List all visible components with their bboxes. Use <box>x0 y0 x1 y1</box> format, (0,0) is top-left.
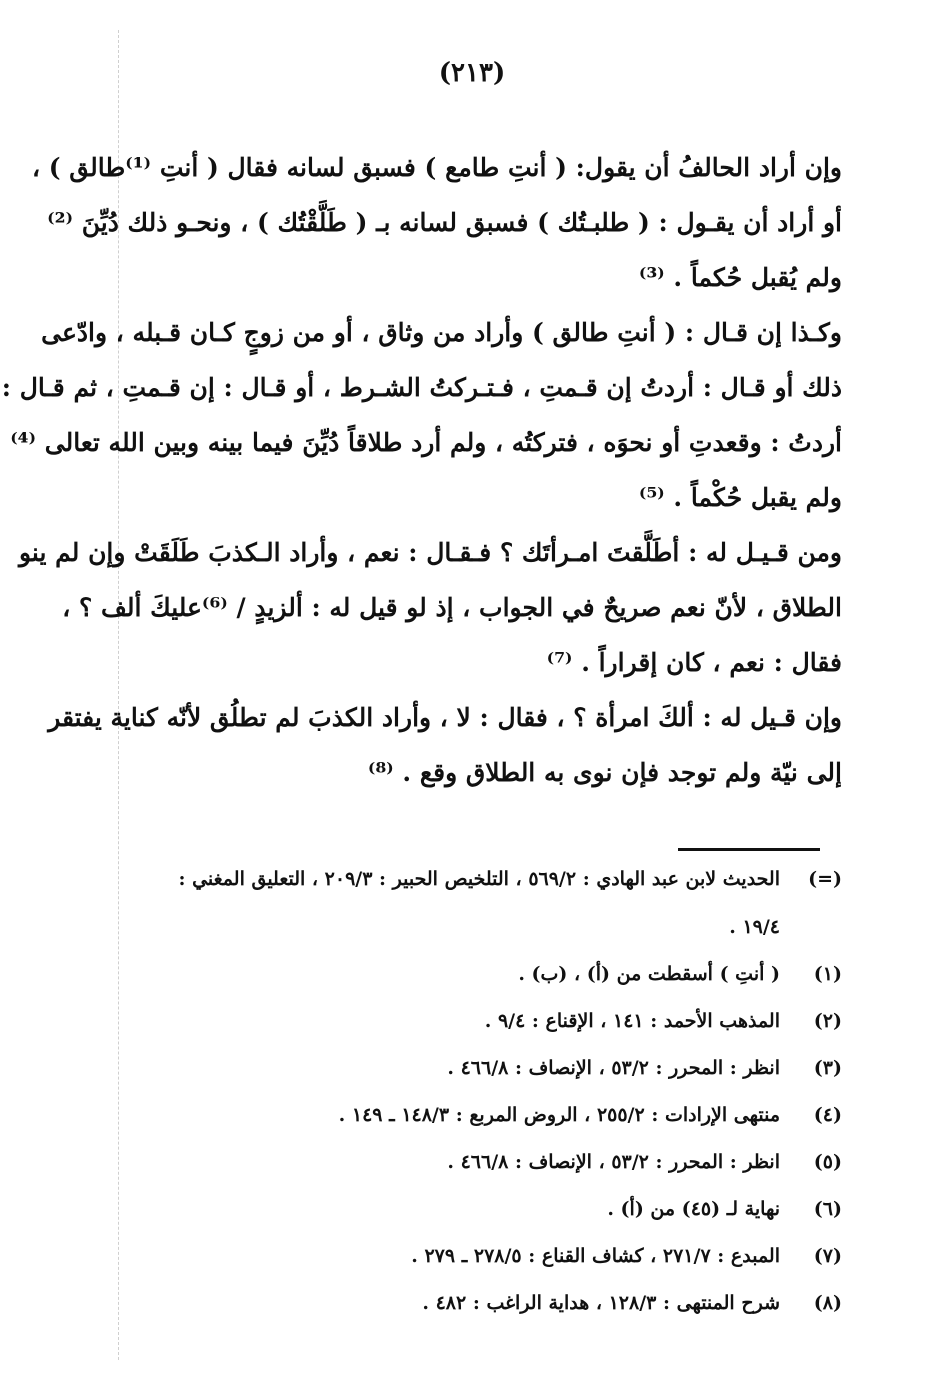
footnote-text: انظر : المحرر : ٥٣/٢ ، الإنصاف : ٤٦٦/٨ . <box>447 1151 780 1173</box>
footnote <box>125 1056 842 1080</box>
text-line: الطلاق ، لأنّ نعم صريحٌ في الجواب ، إذ لو قيل له : ألزيدٍ / ⁽⁶⁾عليكَ ألف ؟ ، <box>62 593 842 622</box>
footnote-text: نهاية لـ (٤٥) من (أ) . <box>607 1198 780 1220</box>
text-line: فقال : نعم ، كان إقراراً . ⁽⁷⁾ <box>546 648 842 677</box>
footnote <box>125 962 842 986</box>
footnote-marker: (١) <box>813 963 842 985</box>
footnote-text: انظر : المحرر : ٥٣/٢ ، الإنصاف : ٤٦٦/٨ . <box>447 1057 780 1079</box>
footnote-marker: (٣) <box>813 1057 842 1079</box>
footnote-marker: (٤) <box>813 1104 842 1126</box>
page-number: (٢١٣) <box>438 58 506 88</box>
footnote <box>125 1009 842 1033</box>
footnote <box>125 1103 842 1127</box>
footnote-marker: (٦) <box>813 1198 842 1220</box>
text-line: ومن قـيـل له : أطَلَّقتَ امـرأتَك ؟ فـقـال : نعم ، وأراد الـكذبَ طَلَقَتْ وإن لم ينو <box>18 538 842 567</box>
text-line: أو أراد أن يقـول : ( طلبـتُك ) فسبق لسانه بـ ( طَلَّقْتُك ) ، ونحـو ذلك دُيِّنَ ⁽²⁾ <box>47 208 842 237</box>
footnote-marker: (=) <box>808 868 842 890</box>
footnote-marker: (٥) <box>813 1151 842 1173</box>
footnote-text-continued: ١٩/٤ . <box>729 916 780 938</box>
footnote-marker: (٨) <box>813 1292 842 1314</box>
footnote-text: الحديث لابن عبد الهادي : ٥٦٩/٢ ، التلخيص الحبير : ٢٠٩/٣ ، التعليق المغني : <box>178 868 780 890</box>
text-line: وإن قـيل له : ألكَ امرأة ؟ ، فقال : لا ، وأراد الكذبَ لم تطلُق لأنّه كناية يفتقر <box>48 703 842 732</box>
text-line: ذلك أو قـال : أردتُ إن قـمتِ ، فـتـركتُ الشـرط ، أو قـال : إن قـمتِ ، ثم قـال : <box>1 373 842 402</box>
footnote-text: المذهب الأحمد : ١٤١ ، الإقناع : ٩/٤ . <box>484 1010 780 1032</box>
footnote <box>125 1244 842 1268</box>
text-line: ولم يُقبل حُكماً . ⁽³⁾ <box>638 263 842 292</box>
footnote <box>125 1197 842 1221</box>
main-text <box>1 140 842 800</box>
text-line: أردتُ : وقعدتِ أو نحوَه ، فتركتُه ، ولم أرد طلاقاً دُيِّنَ فيما بينه وبين الله تعالى ⁽⁴⁾ <box>10 428 842 457</box>
footnote-text: ( أنتِ ) أسقطت من (أ) ، (ب) . <box>518 963 780 985</box>
footnote-marker: (٢) <box>813 1010 842 1032</box>
footnote-text: شرح المنتهى : ١٢٨/٣ ، هداية الراغب : ٤٨٢ . <box>422 1292 780 1314</box>
text-line: وإن أراد الحالفُ أن يقول: ( أنتِ طامع ) فسبق لسانه فقال ( أنتِ ⁽¹⁾طالق ) ، <box>31 153 842 182</box>
footnote-text: منتهى الإرادات : ٢٥٥/٢ ، الروض المربع : ١٤٨/٣ ـ ١٤٩ . <box>338 1104 780 1126</box>
text-line: ولم يقبل حُكْماً . ⁽⁵⁾ <box>638 483 842 512</box>
footnote <box>125 867 842 939</box>
footnote-marker: (٧) <box>813 1245 842 1267</box>
footnote-text: المبدع : ٢٧١/٧ ، كشاف القناع : ٢٧٨/٥ ـ ٢٧٩ . <box>411 1245 780 1267</box>
footnotes <box>125 867 842 1338</box>
footnote <box>125 1150 842 1174</box>
text-line: وكـذا إن قـال : ( أنتِ طالق ) وأراد من وثاق ، أو من زوجٍ كـان قـبله ، وادّعى <box>41 318 842 347</box>
footnote-separator <box>678 848 820 851</box>
footnote <box>125 1291 842 1315</box>
text-line: إلى نيّة ولم توجد فإن نوى به الطلاق وقع . ⁽⁸⁾ <box>367 758 842 787</box>
